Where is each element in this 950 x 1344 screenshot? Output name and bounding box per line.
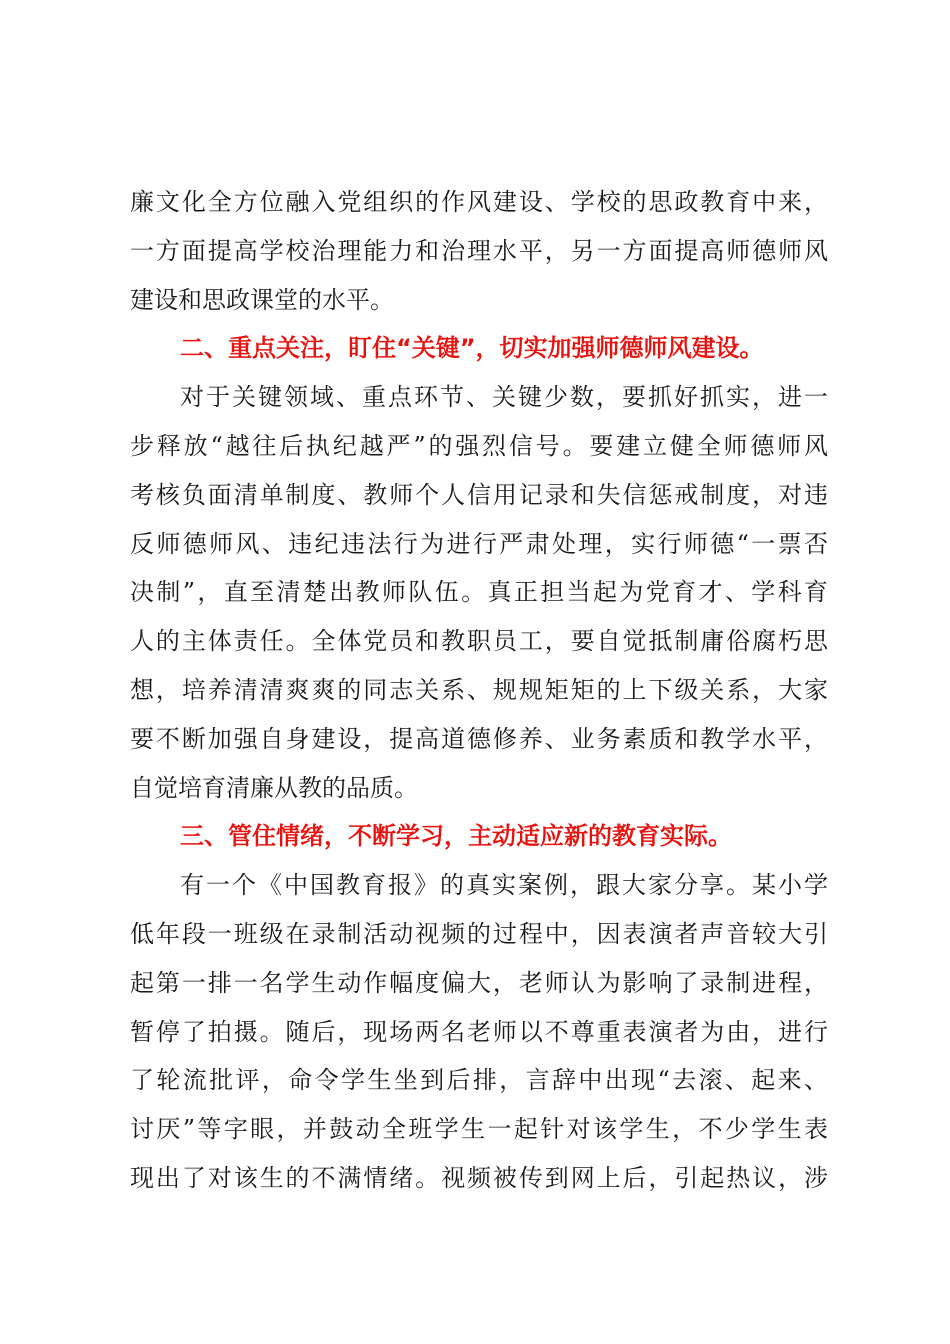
text-line: 考核负面清单制度、教师个人信用记录和失信惩戒制度，对违: [130, 480, 828, 509]
text-line: 自觉培育清廉从教的品质。: [130, 773, 418, 802]
paragraph-continuation: [130, 178, 828, 324]
text-line: 有一个《中国教育报》的真实案例，跟大家分享。某小学: [180, 871, 828, 900]
text-line: 讨厌”等字眼，并鼓动全班学生一起针对该学生，不少学生表: [130, 1115, 828, 1144]
paragraph-section-2: [130, 373, 828, 812]
text-line: 一方面提高学校治理能力和治理水平，另一方面提高师德师风: [130, 236, 828, 265]
document-body: [130, 178, 828, 1203]
text-line: 廉文化全方位融入党组织的作风建设、学校的思政教育中来，: [130, 188, 828, 216]
text-line: 了轮流批评，命令学生坐到后排，言辞中出现“去滚、起来、: [130, 1066, 828, 1095]
text-line: 暂停了拍摄。随后，现场两名老师以不尊重表演者为由，进行: [130, 1017, 828, 1046]
text-line: 起第一排一名学生动作幅度偏大，老师认为影响了录制进程，: [130, 968, 828, 997]
text-line: 低年段一班级在录制活动视频的过程中，因表演者声音较大引: [130, 919, 828, 948]
section-heading-3: 三、管住情绪，不断学习，主动适应新的教育实际。: [180, 822, 732, 851]
text-line: 想，培养清清爽爽的同志关系、规规矩矩的上下级关系，大家: [130, 675, 828, 704]
text-line: 要不断加强自身建设，提高道德修养、业务素质和教学水平，: [130, 724, 828, 753]
text-line: 步释放“越往后执纪越严”的强烈信号。要建立健全师德师风: [130, 431, 828, 460]
text-line: 决制”，直至清楚出教师队伍。真正担当起为党育才、学科育: [130, 578, 828, 607]
section-heading-2: 二、重点关注，盯住“关键”，切实加强师德师风建设。: [180, 334, 764, 363]
text-line: 反师德师风、违纪违法行为进行严肃处理，实行师德“一票否: [130, 529, 828, 558]
text-line: 建设和思政课堂的水平。: [130, 285, 394, 314]
text-line: 对于关键领域、重点环节、关键少数，要抓好抓实，进一: [180, 383, 828, 412]
text-line: 现出了对该生的不满情绪。视频被传到网上后，引起热议，涉: [130, 1163, 828, 1192]
paragraph-section-3: [130, 861, 828, 1203]
text-line: 人的主体责任。全体党员和教职员工，要自觉抵制庸俗腐朽思: [130, 627, 828, 656]
